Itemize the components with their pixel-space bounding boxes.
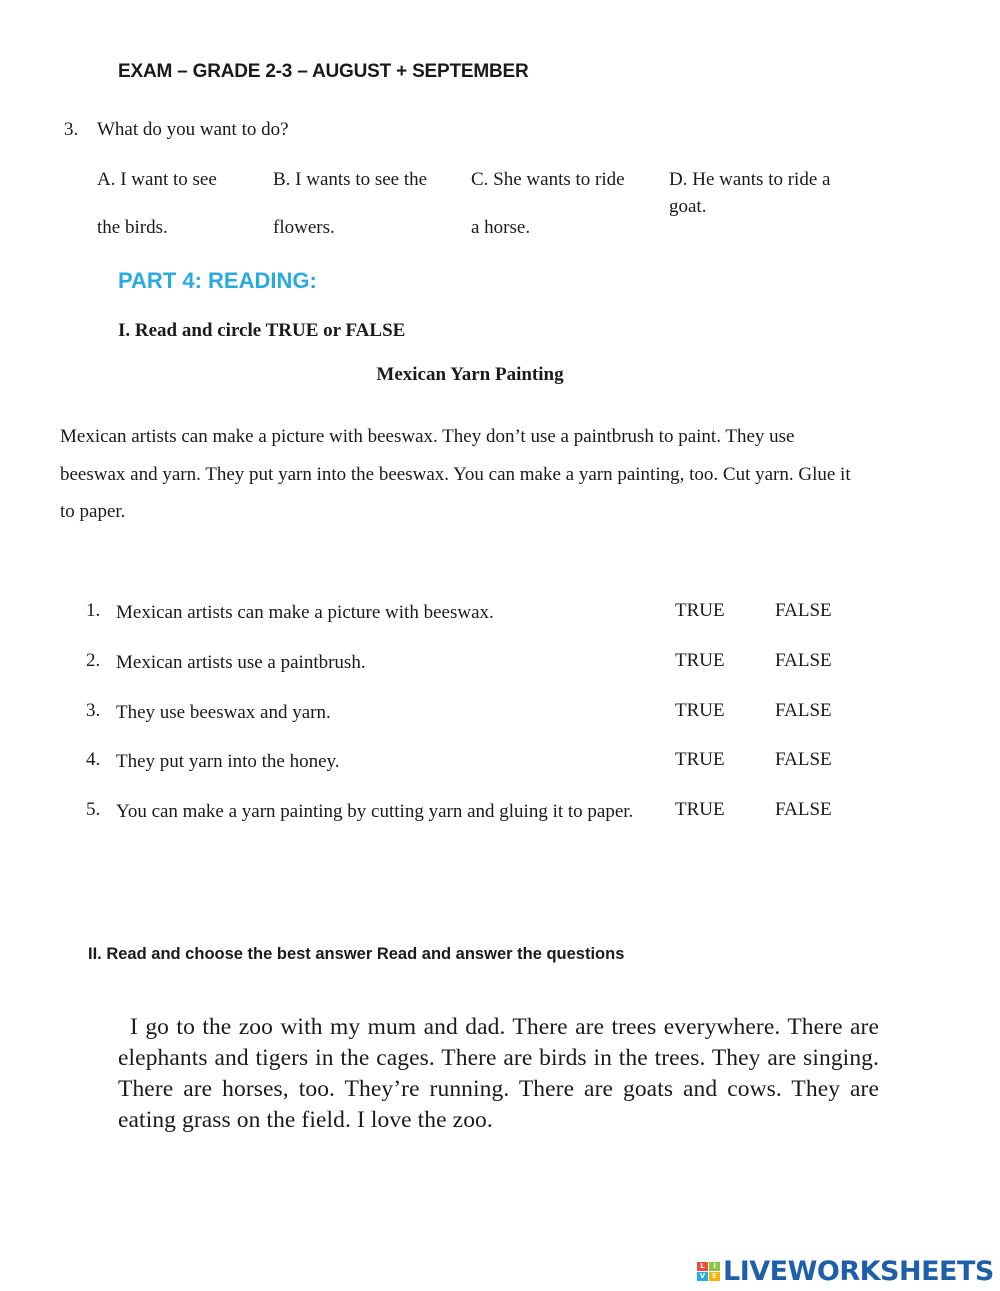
reading-passage: I go to the zoo with my mum and dad. There are trees everywhere. There are elephants and tigers in the cages. There are birds in the trees. They are singing. There are horses, too. They’re running. There are goats and cows. They are eating grass on the field. I love the zoo. bbox=[118, 1014, 879, 1133]
statement-number: 2. bbox=[86, 650, 101, 671]
answer-option-b[interactable] bbox=[273, 167, 463, 241]
question-number: 3. bbox=[64, 119, 79, 140]
false-option[interactable]: FALSE bbox=[775, 600, 832, 621]
true-option[interactable]: TRUE bbox=[675, 749, 725, 770]
question-text: What do you want to do? bbox=[97, 119, 289, 140]
statement-number: 1. bbox=[86, 600, 101, 621]
statement-text: They use beeswax and yarn. bbox=[116, 702, 331, 723]
option-line: D. He wants to ride a bbox=[669, 169, 831, 190]
option-line: goat. bbox=[669, 195, 707, 217]
option-line: C. She wants to ride bbox=[471, 169, 625, 190]
reading-passage: Mexican artists can make a picture with beeswax. They don’t use a paintbrush to paint. They use beeswax and yarn. They put yarn into the beeswax. You can make a yarn painting, too. Cut yarn. Glue it to paper. bbox=[60, 426, 851, 522]
logo-letter: L bbox=[697, 1262, 708, 1271]
false-option[interactable]: FALSE bbox=[775, 650, 832, 671]
logo-text: LIVEWORKSHEETS bbox=[723, 1255, 994, 1287]
statement-number: 3. bbox=[86, 700, 101, 721]
logo-icon bbox=[697, 1262, 720, 1281]
false-option[interactable]: FALSE bbox=[775, 749, 832, 770]
false-option[interactable]: FALSE bbox=[775, 700, 832, 721]
story-title: Mexican Yarn Painting bbox=[376, 364, 564, 385]
statement-text: Mexican artists can make a picture with beeswax. bbox=[116, 602, 494, 623]
option-line: A. I want to see bbox=[97, 169, 217, 190]
option-line: the birds. bbox=[97, 216, 168, 238]
statement-number: 4. bbox=[86, 749, 101, 770]
section-heading: II. Read and choose the best answer Read and answer the questions bbox=[88, 945, 625, 963]
true-option[interactable]: TRUE bbox=[675, 600, 725, 621]
option-line: B. I wants to see the bbox=[273, 169, 428, 190]
answer-option-d[interactable] bbox=[669, 167, 889, 220]
true-option[interactable]: TRUE bbox=[675, 650, 725, 671]
false-option[interactable]: FALSE bbox=[775, 799, 832, 820]
option-line: a horse. bbox=[471, 216, 531, 238]
part-heading: PART 4: READING: bbox=[118, 268, 317, 293]
logo-letter: E bbox=[709, 1272, 720, 1281]
option-line: flowers. bbox=[273, 216, 335, 238]
statement-text: You can make a yarn painting by cutting yarn and gluing it to paper. bbox=[116, 801, 634, 822]
statement-number: 5. bbox=[86, 799, 101, 820]
liveworksheets-logo bbox=[697, 1255, 994, 1287]
statement-text: They put yarn into the honey. bbox=[116, 751, 340, 772]
logo-letter: V bbox=[697, 1272, 708, 1281]
exam-header: EXAM – GRADE 2-3 – AUGUST + SEPTEMBER bbox=[118, 61, 529, 82]
answer-option-a[interactable] bbox=[97, 167, 287, 241]
true-option[interactable]: TRUE bbox=[675, 799, 725, 820]
true-option[interactable]: TRUE bbox=[675, 700, 725, 721]
answer-option-c[interactable] bbox=[471, 167, 661, 241]
logo-letter: I bbox=[709, 1262, 720, 1271]
section-heading: I. Read and circle TRUE or FALSE bbox=[118, 320, 406, 341]
statement-text: Mexican artists use a paintbrush. bbox=[116, 652, 366, 673]
